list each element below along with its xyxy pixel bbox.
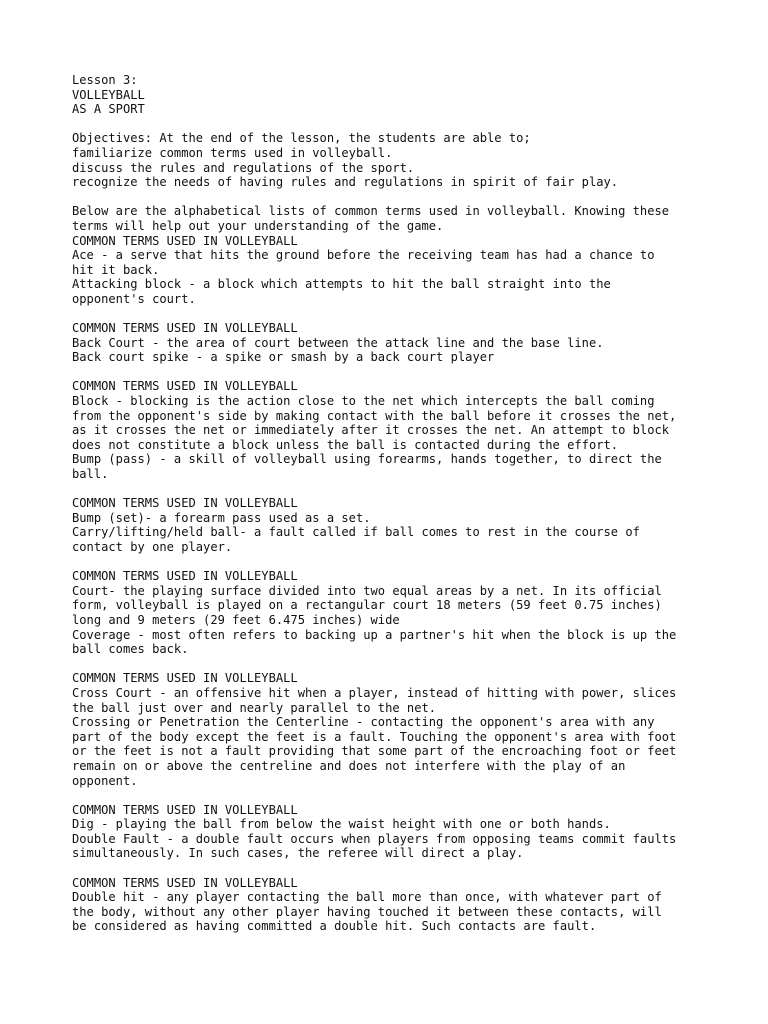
term-line: Bump (pass) - a skill of volleyball using forearms, hands together, to direct the xyxy=(72,452,662,467)
section-heading: COMMON TERMS USED IN VOLLEYBALL xyxy=(72,321,298,336)
term-line: hit it back. xyxy=(72,262,160,277)
term-line: ball comes back. xyxy=(72,642,189,657)
term-line: does not constitute a block unless the ball is contacted during the effort. xyxy=(72,437,619,452)
term-line: Block - blocking is the action close to the net which intercepts the ball coming xyxy=(72,394,655,409)
spacer xyxy=(72,482,712,497)
lesson-title-line-1: VOLLEYBALL xyxy=(72,87,145,102)
term-line: Double hit - any player contacting the ball more than once, with whatever part of xyxy=(72,890,662,905)
term-line: Attacking block - a block which attempts to hit the ball straight into the xyxy=(72,277,611,292)
section-heading: COMMON TERMS USED IN VOLLEYBALL xyxy=(72,569,298,584)
term-line: or the feet is not a fault providing that some part of the encroaching foot or feet xyxy=(72,744,677,759)
term-line: part of the body except the feet is a fault. Touching the opponent's area with foot xyxy=(72,729,677,744)
terms-section xyxy=(72,803,712,861)
term-line: Crossing or Penetration the Centerline - contacting the opponent's area with any xyxy=(72,715,655,730)
term-line: Coverage - most often refers to backing up a partner's hit when the block is up the xyxy=(72,627,677,642)
terms-section xyxy=(72,496,712,554)
paragraph-line: Below are the alphabetical lists of common terms used in volleyball. Knowing these xyxy=(72,204,670,219)
spacer xyxy=(72,555,712,570)
terms-section xyxy=(72,671,712,788)
term-line: simultaneously. In such cases, the referee will direct a play. xyxy=(72,846,524,861)
term-line: Ace - a serve that hits the ground before the receiving team has had a chance to xyxy=(72,248,655,263)
spacer xyxy=(72,861,712,876)
spacer xyxy=(72,117,712,132)
terms-section xyxy=(72,379,712,481)
term-line: Carry/lifting/held ball- a fault called if ball comes to rest in the course of xyxy=(72,525,640,540)
term-line: contact by one player. xyxy=(72,540,233,554)
objectives-intro: Objectives: At the end of the lesson, the students are able to; xyxy=(72,131,531,146)
term-line: form, volleyball is played on a rectangular court 18 meters (59 feet 0.75 inches) xyxy=(72,598,662,613)
section-heading: COMMON TERMS USED IN VOLLEYBALL xyxy=(72,233,298,248)
term-line: opponent. xyxy=(72,773,138,788)
lesson-label: Lesson 3: xyxy=(72,73,138,87)
spacer xyxy=(72,657,712,672)
terms-section xyxy=(72,234,712,307)
term-line: Back Court - the area of court between the attack line and the base line. xyxy=(72,335,604,350)
term-line: from the opponent's side by making contact with the ball before it crosses the net, xyxy=(72,408,677,423)
term-line: Bump (set)- a forearm pass used as a set. xyxy=(72,510,371,525)
term-line: remain on or above the centreline and does not interfere with the play of an xyxy=(72,758,626,773)
objective-item: discuss the rules and regulations of the sport. xyxy=(72,160,415,175)
term-line: Cross Court - an offensive hit when a player, instead of hitting with power, slices xyxy=(72,685,677,700)
section-heading: COMMON TERMS USED IN VOLLEYBALL xyxy=(72,875,298,890)
term-line: the ball just over and nearly parallel to the net. xyxy=(72,700,437,715)
lesson-title-line-2: AS A SPORT xyxy=(72,102,145,117)
term-line: Dig - playing the ball from below the waist height with one or both hands. xyxy=(72,817,611,832)
term-line: opponent's court. xyxy=(72,291,196,306)
objective-item: recognize the needs of having rules and regulations in spirit of fair play. xyxy=(72,175,619,190)
spacer xyxy=(72,190,712,205)
terms-section xyxy=(72,569,712,657)
terms-section xyxy=(72,876,712,934)
spacer xyxy=(72,788,712,803)
term-line: as it crosses the net or immediately after it crosses the net. An attempt to block xyxy=(72,423,670,438)
document-page xyxy=(72,73,712,934)
section-heading: COMMON TERMS USED IN VOLLEYBALL xyxy=(72,671,298,686)
term-line: long and 9 meters (29 feet 6.475 inches) wide xyxy=(72,612,400,627)
spacer xyxy=(72,307,712,322)
term-line: ball. xyxy=(72,467,109,482)
objective-item: familiarize common terms used in volleyball. xyxy=(72,145,393,160)
section-heading: COMMON TERMS USED IN VOLLEYBALL xyxy=(72,379,298,394)
intro-paragraph xyxy=(72,204,712,233)
section-heading: COMMON TERMS USED IN VOLLEYBALL xyxy=(72,802,298,817)
term-line: be considered as having committed a double hit. Such contacts are fault. xyxy=(72,919,597,934)
term-line: Court- the playing surface divided into two equal areas by a net. In its official xyxy=(72,583,662,598)
term-line: Double Fault - a double fault occurs when players from opposing teams commit faults xyxy=(72,831,677,846)
objectives-block xyxy=(72,131,712,189)
spacer xyxy=(72,365,712,380)
term-line: Back court spike - a spike or smash by a back court player xyxy=(72,350,495,365)
section-heading: COMMON TERMS USED IN VOLLEYBALL xyxy=(72,496,298,511)
paragraph-line: terms will help out your understanding of the game. xyxy=(72,218,444,233)
terms-section xyxy=(72,321,712,365)
term-line: the body, without any other player having touched it between these contacts, will xyxy=(72,904,662,919)
